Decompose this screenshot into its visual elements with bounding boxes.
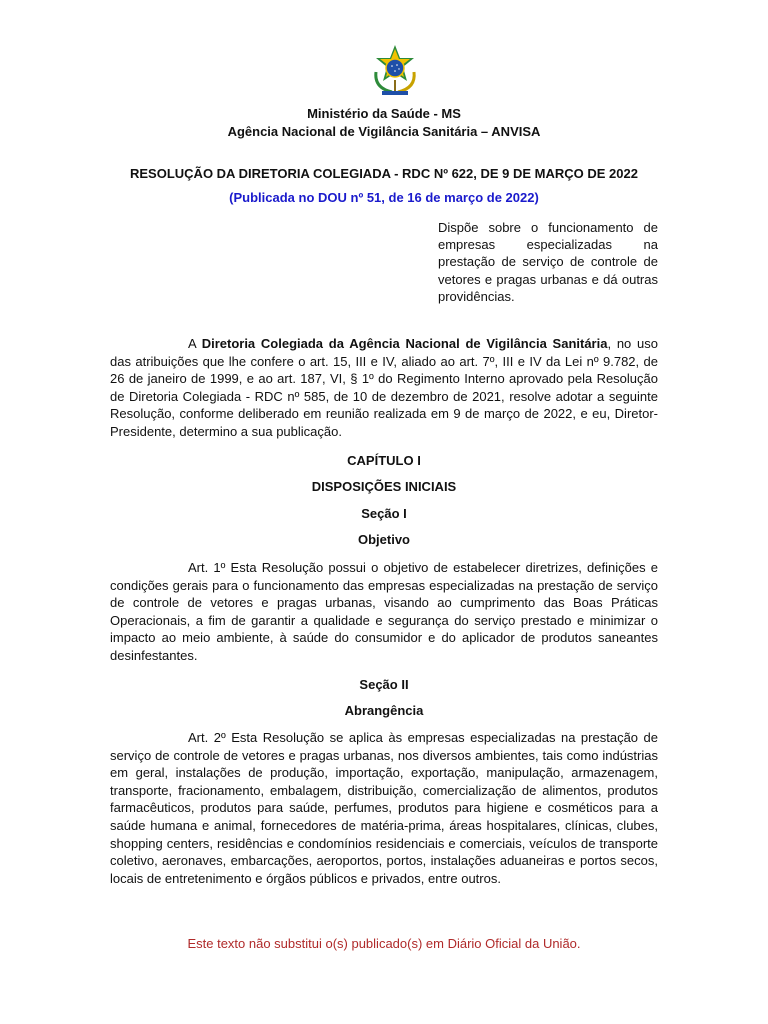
footer-disclaimer: Este texto não substitui o(s) publicado(s) em Diário Oficial da União. — [187, 936, 581, 951]
publication-note: (Publicada no DOU nº 51, de 16 de março de 2022) — [229, 190, 539, 205]
section-1-title: Objetivo — [357, 532, 410, 547]
article-2 — [110, 729, 658, 887]
article-2-text: Art. 2º Esta Resolução se aplica às empresas especializadas na prestação de serviço de controle de vetores e pragas urbanas, nos diversos ambientes, tais como indústrias em geral, instalações de produção, importação, exportação, manipulação, armazenagem, transporte, fracionamento, embalagem, distribuição, comercialização de alimentos, produtos farmacêuticos, produtos para saúde, perfumes, produtos para higiene e cosméticos para a saúde humana e animal, fornecedores de matéria-prima, áreas hospitalares, clínicas, clubes, shopping centers, residências e condomínios residenciais e comerciais, veículos de transporte coletivo, aeronaves, embarcações, aeroportos, portos, instalações aduaneiras e portos secos, locais de entretenimento e órgãos públicos e privados, entre outros. — [110, 730, 658, 886]
section-1-number: Seção I — [361, 506, 407, 521]
preamble-rest: , no uso das atribuições que lhe confere o art. 15, III e IV, aliado ao art. 7º, III e IV da Lei nº 9.782, de 26 de janeiro de 1999, e ao art. 187, VI, § 1º do Regimento Interno aprovado pela Resolução de Diretoria Colegiada - RDC nº 585, de 10 de dezembro de 2021, resolve adotar a seguinte Resolução, conforme deliberado em reunião realizada em 9 de março de 2022, e eu, Diretor-Presidente, determino a sua publicação. — [110, 336, 658, 439]
article-1-text: Art. 1º Esta Resolução possui o objetivo de estabelecer diretrizes, definições e condições gerais para o funcionamento das empresas especializadas na prestação de serviço de controle de vetores e pragas urbanas, visando ao cumprimento das Boas Práticas Operacionais, a fim de garantir a qualidade e segurança do serviço prestado e minimizar o impacto ao meio ambiente, à saúde do consumidor e do aplicador de produtos saneantes desinfestantes. — [110, 560, 658, 663]
chapter-title: DISPOSIÇÕES INICIAIS — [311, 479, 457, 494]
agency-heading: Agência Nacional de Vigilância Sanitária – ANVISA — [227, 124, 541, 139]
ministry-heading: Ministério da Saúde - MS — [307, 106, 461, 121]
ementa-text: Dispõe sobre o funcionamento de empresas especializadas na prestação de serviço de controle de vetores e pragas urbanas e dá outras providências. — [438, 220, 658, 304]
resolution-title: RESOLUÇÃO DA DIRETORIA COLEGIADA - RDC Nº 622, DE 9 DE MARÇO DE 2022 — [130, 166, 638, 181]
chapter-number: CAPÍTULO I — [347, 453, 421, 468]
article-1 — [110, 559, 658, 665]
section-2-number: Seção II — [359, 677, 409, 692]
brazil-coat-of-arms-icon — [370, 44, 420, 98]
preamble-paragraph — [110, 335, 658, 441]
section-2-title: Abrangência — [344, 703, 424, 718]
preamble-lead: A — [188, 336, 202, 351]
preamble-bold: Diretoria Colegiada da Agência Nacional de Vigilância Sanitária — [201, 336, 608, 351]
